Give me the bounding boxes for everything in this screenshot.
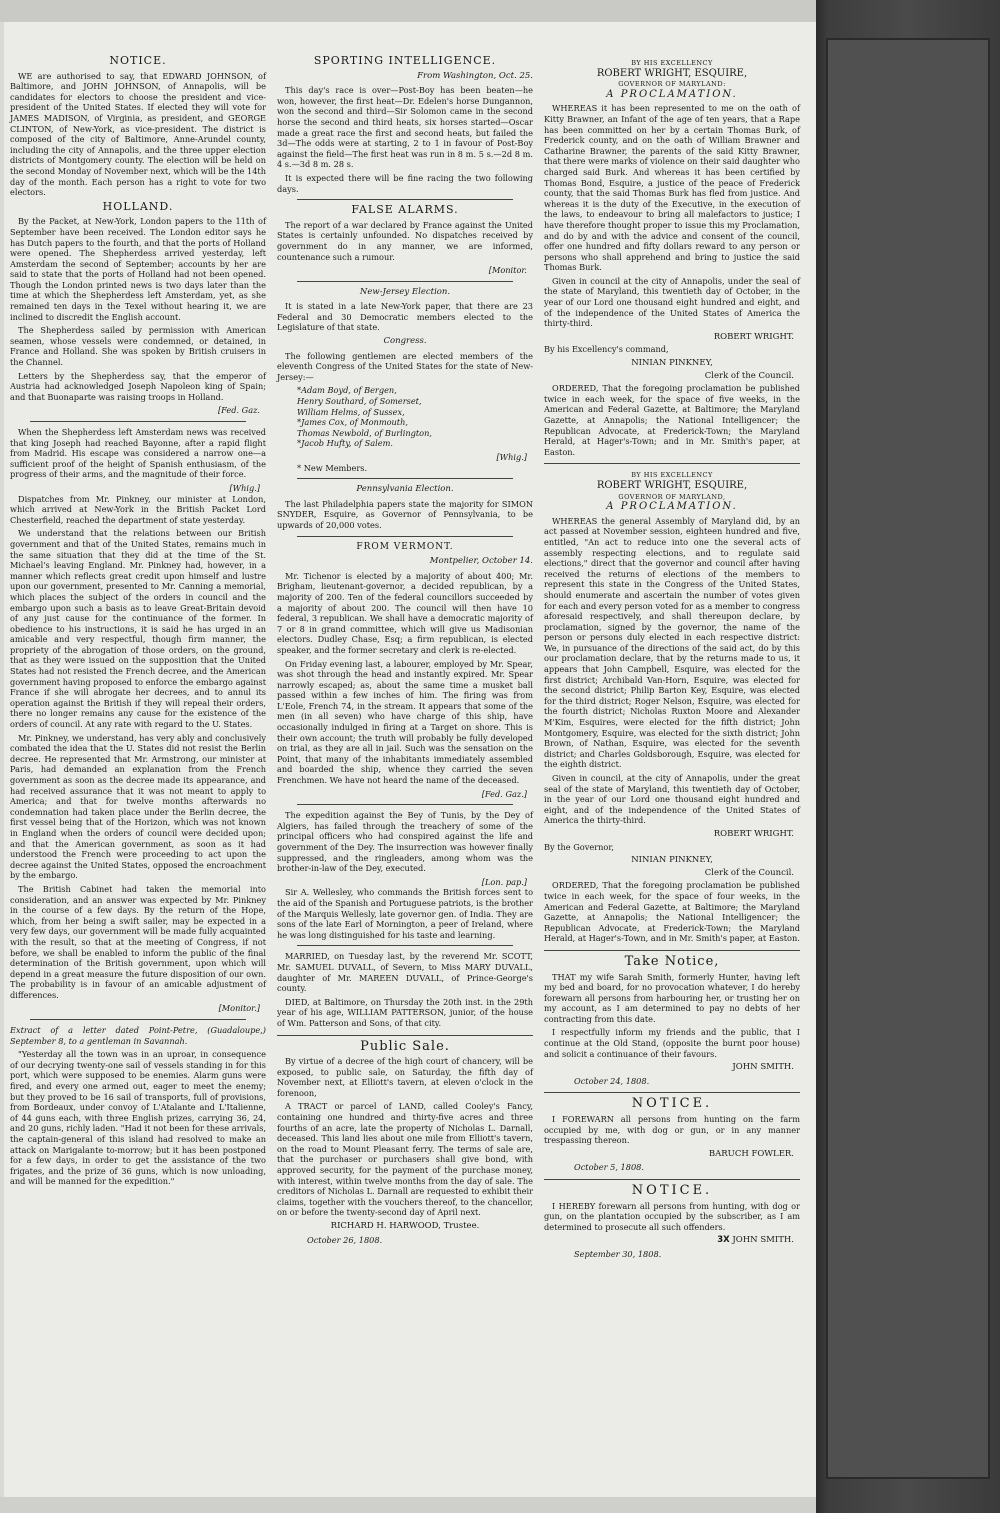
proclamation-1-signature: ROBERT WRIGHT. [713,331,794,342]
notice-smith-body: I HEREBY forewarn all persons from hunting, with dog or gun, on the plantation occupied by the subscriber, as I am determined to prosecute all such offenders. [544,1200,800,1232]
congress-heading: Congress. [383,336,427,347]
divider [297,536,513,537]
members-list [297,385,533,449]
vermont-body: Mr. Tichenor is elected by a majority of about 400; Mr. Brigham, lieutenant-governor, a decided republican, by a majority of 200. Ten of the federal councillors succeeded by a majority of about 200. The council will then have 10 federal, 3 republican. We shall have a democratic majority of 7 or 8 in grand committee, which will give us Madisonian electors. Dudley Chase, Esq; a firm republican, is elected speaker, and the former secretary and clerk is re-elected. [277,570,533,655]
holland-paragraph-1: By the Packet, at New-York, London papers to the 11th of September have been received. The London editor says he has Dutch papers to the fourth, and that the ports of Holland were opened. The Shepherdess arrived yesterday, left Amsterdam the second of September; accounts by her are said to state that the ports of Holland had not been opened. Though the London printed news is two days later than the time at which the Shepherdess left Amsterdam, yet, as she remained ten days in the Texel without hearing it, we are inclined to discredit the English account. [10,216,266,322]
proclamation-1-command: By his Excellency's command, [544,344,669,355]
proclamation-2-signature: ROBERT WRIGHT. [713,828,794,839]
proclamation-2-name: ROBERT WRIGHT, ESQUIRE, [596,479,748,491]
proclamation-1-governor: GOVERNOR OF MARYLAND: [618,80,726,89]
proclamation-1-title: A PROCLAMATION. [606,88,738,100]
scan-dark-panel [826,38,990,1479]
proclamation-1-given: Given in council at the city of Annapolis, under the seal of the state of Maryland, this twentieth day of October, in the year of our Lord one thousand eight hundred and eight, and of the independence of the United States of America the thirty-third. [544,275,800,329]
dispatch-source: [Monitor.] [218,1003,260,1014]
member-item: William Helms, of Sussex, [297,406,405,417]
proclamation-2-clerk-title: Clerk of the Council. [704,867,794,878]
extract-heading: Extract of a letter dated Point-Petre, (Guadaloupe,) September 8, to a gentleman in Savannah. [10,1025,266,1046]
notice-heading: NOTICE. [109,54,167,67]
divider [544,463,800,464]
sporting-body-2: It is expected there will be fine racing the two following days. [277,172,533,194]
proclamation-2-given: Given in council, at the city of Annapolis, under the great seal of the state of Maryland, this twentieth day of October, in the year of our Lord one thousand eight hundred and eight, and of the independence of the United States of America the thirty-third. [544,773,800,826]
sale-heading: Public Sale. [360,1038,450,1054]
sale-signature: RICHARD H. HARWOOD, Trustee. [330,1221,480,1231]
column-middle [277,52,533,1251]
vermont-heading: FROM VERMONT. [356,541,454,552]
vermont-dateline: Montpelier, October 14. [429,556,533,567]
divider [297,199,513,200]
notice-smith-signature: JOHN SMITH. [732,1235,794,1246]
married-notice: MARRIED, on Tuesday last, by the reverend Mr. SCOTT, Mr. SAMUEL DUVALL, of Severn, to Miss MARY DUVALL, daughter of Mr. MAREEN DUVALL, of Prince-George's county. [277,951,533,994]
take-notice-body: THAT my wife Sarah Smith, formerly Hunter, having left my bed and board, for no provocation whatever, I do hereby forewarn all persons from harbouring her, or trusting her on my account, as I am determined to pay no debts of her contracting from this date. [544,971,800,1024]
take-notice-body-2: I respectfully inform my friends and the public, that I continue at the Old Stand, (opposite the burnt poor house) and solicit a continuance of their favours. [544,1027,800,1059]
sporting-body: This day's race is over—Post-Boy has been beaten—he won, however, the first heat—Dr. Edelen's horse Dungannon, won the second and third—Sir Solomon came in the second horse the second and third heats, six horses started—Oscar made a great race the first and second heats, but failed the 3d—The odds were at starting, 2 to 1 in favour of Post-Boy against the field—The first heat was run in 8 m. 5 s.—2d 8 m. 4 s.—3d 8 m. 28 s. [277,85,533,170]
divider [297,478,513,479]
scan-bottom-margin [0,1497,816,1513]
members-note: * New Members. [297,462,368,473]
holland-source: [Fed. Gaz. [217,405,260,416]
sale-intro: By virtue of a decree of the high court of chancery, will be exposed, to public sale, on Saturday, the fifth day of November next, at Elliott's tavern, at eleven o'clock in the forenoon, [277,1056,533,1098]
divider [30,1019,246,1020]
member-item: *James Cox, of Monmouth, [297,417,408,428]
member-item: Thomas Newbold, of Burlington, [297,427,432,438]
take-notice-signature: JOHN SMITH. [732,1062,794,1073]
divider [277,1035,533,1036]
proclamation-1-body: WHEREAS it has been represented to me on the oath of Kitty Brawner, an Infant of the age of ten years, that a Rape has been committed on her by a certain Thomas Burk, of Frederick county, and on the oath of William Brawner and Catharine Brawner, the parents of the said Kitty Brawner, that there were marks of violence on their said daughter who charged said Burk. And whereas it has been certified by Thomas Bond, Esquire, a justice of the peace of Frederick county, that the said Thomas Burk has fled from justice. And whereas it is the duty of the Executive, in the execution of the laws, to endeavour to bring all malefactors to justice; I have therefore thought proper to issue this my Proclamation, and do by and with the advice and consent of the council, offer one hundred and fifty dollars reward to any person or persons who shall apprehend and bring to justice the said Thomas Burk. [544,103,800,273]
newspaper-page [4,22,816,1497]
sale-body: A TRACT or parcel of LAND, called Cooley's Fancy, containing one hundred and thirty-five acres and three fourths of an acre, late the property of Nicholas L. Darnall, deceased. This land lies about one mile from Elliott's tavern, on the road to Mount Pleasant ferry. The terms of sale are, that the purchaser or purchasers shall give bond, with approved security, for the payment of the purchase money, with interest, within twelve months from the day of sale. The creditors of Nicholas L. Darnall are requested to exhibit their claims, together with the vouchers thereof, to the chancellor, on or before the twenty-second day of April next. [277,1101,533,1218]
notice-fowler-date: October 5, 1808. [574,1162,644,1173]
proclamation-2-title: A PROCLAMATION. [606,501,738,513]
divider [297,281,513,282]
tunis-source: [Lon. pap.] [481,876,527,887]
dispatch-paragraph-2: We understand that the relations between our British government and that of the United States, remains much in the same situation that they did at the time of the St. Michael's leaving England. Mr. Pinkney had, however, in a manner which reflects great credit upon himself and lustre upon our government, presented to Mr. Canning a memorial, which places the subject of the orders in council and the embargo upon such a basis as to leave Great-Britain devoid of any just cause for the continuance of the former. In obedience to his instructions, it is said he has urged in an amicable and very respectful, though firm manner, the propriety of the abrogation of those orders, on the ground, that as they were issued on the supposition that the United States had not resisted the French decree, and the American government having proposed to enforce the embargo against France if she will abrogate her decrees, and to annul its operation against the British if they will repeal their orders, there no longer remains any cause for the existence of the orders of council. At any rate with regard to the U. States. [10,528,266,730]
proclamation-1-ordered: ORDERED, That the foregoing proclamation be published twice in each week, for the space of five weeks, in the American and Federal Gazette, at Baltimore; the Maryland Gazette, at Annapolis; the National Intelligencer; the Republican Advocate, at Frederick-Town; the Maryland Herald, at Hager's-Town; and in Mr. Smith's paper, at Easton. [544,383,800,457]
member-item: Henry Southard, of Somerset, [297,396,422,407]
nj-heading: New-Jersey Election. [359,286,451,297]
scan-adjacent-page [816,0,1000,1513]
holland-paragraph-2: The Shepherdess sailed by permission with American seamen, whose vessels were condemned, or detained, in France and Holland. She was spoken by British cruisers in the Channel. [10,325,266,368]
handwritten-mark: 3X [717,1235,730,1246]
notice-smith-date: September 30, 1808. [574,1248,662,1259]
notice-fowler-heading: NOTICE. [631,1096,713,1112]
proclamation-2-clerk: NINIAN PINKNEY, [631,855,713,866]
notice-fowler-body: I FOREWARN all persons from hunting on the farm occupied by me, with dog or gun, or in any manner trespassing thereon. [544,1114,800,1146]
divider [544,1092,800,1093]
extract-body: "Yesterday all the town was in an uproar, in consequence of our decrying twenty-one sail of vessels standing in for this port, which were supposed to be enemies. Alarm guns were fired, and every one armed out, eager to meet the enemy; but they proved to be 16 sail of transports, full of provisions, from Bordeaux, under convoy of L'Atalante and L'Italienne, of 44 guns each, with three English prizes, carrying 36, 24, and 20 guns, richly laden. "Had it not been for these arrivals, the captain-general of this island had resolved to make an attack on Marigalante to-morrow; but it has been postponed for a few days, in order to get the assistance of the two frigates, and the prize of 36 guns, which is now unloading, and will be manned for the expedition." [10,1049,266,1187]
proclamation-2-body: WHEREAS the general Assembly of Maryland did, by an act passed at November session, eighteen hundred and five, entitled, "An act to reduce into one the several acts of assembly respecting elections, and to regulate said elections," direct that the governor and council after having received the returns of elections of the members to represent this state in the Congress of the United States, should enumerate and ascertain the number of votes given for each and every person voted for as a member to congress aforesaid respectively, and shall thereupon declare, by proclamation, signed by the governor, the name of the person or persons duly elected in each respective district: We, in pursuance of the directions of the said act, do by this our proclamation declare, that by the returns made to us, it appears that John Campbell, Esquire, was elected for the first district; Archibald Van-Horn, Esquire, was elected for the second district; Philip Barton Key, Esquire, was elected for the third district; Roger Nelson, Esquire, was elected for the fourth district; Nicholas Ruxton Moore and Alexander M'Kim, Esquires, were elected for the fifth district; John Montgomery, Esquire, was elected for the sixth district; John Brown, of Nathan, Esquire, was elected for the seventh district; and Charles Goldsborough, Esquire, was elected for the eighth district. [544,515,800,770]
sporting-dateline: From Washington, Oct. 25. [417,70,533,81]
divider [297,945,513,946]
friday-source: [Fed. Gaz.] [481,788,527,799]
nj-body: It is stated in a late New-York paper, that there are 23 Federal and 30 Democratic members elected to the Legislature of that state. [277,301,533,333]
column-right [544,52,800,1266]
members-source: [Whig.] [496,452,527,462]
dispatch-paragraph-1: Dispatches from Mr. Pinkney, our minister at London, which arrived at New-York in the British Packet Lord Chesterfield, reached the department of state yesterday. [10,493,266,525]
holland-paragraph-3: Letters by the Shepherdess say, that the emperor of Austria had acknowledged Joseph Napoleon king of Spain; and that Buonaparte was raising troops in Holland. [10,370,266,402]
proclamation-1-name: ROBERT WRIGHT, ESQUIRE, [596,67,748,79]
column-left [10,52,266,1190]
proclamation-2-governor: GOVERNOR OF MARYLAND, [618,492,726,501]
died-notice: DIED, at Baltimore, on Thursday the 20th inst. in the 29th year of his age, WILLIAM PATTERSON, junior, of the house of Wm. Patterson and Sons, of that city. [277,996,533,1028]
sale-date: October 26, 1808. [307,1234,383,1245]
divider [544,1179,800,1180]
tunis-body: The expedition against the Bey of Tunis, by the Dey of Algiers, has failed through the treachery of some of the principal officers who had conspired against the life and government of the Dey. The insurrection was however finally suppressed, and the ringleaders, among whom was the brother-in-law of the Dey, executed. [277,810,533,874]
member-item: *Adam Boyd, of Bergen, [297,385,397,396]
proclamation-2-byline: BY HIS EXCELLENCY [631,471,713,480]
sporting-heading: SPORTING INTELLIGENCE. [313,54,497,67]
pa-body: The last Philadelphia papers state the majority for SIMON SNYDER, Esquire, as Governor of Pennsylvania, to be upwards of 20,000 votes. [277,498,533,530]
congress-body: The following gentlemen are elected members of the eleventh Congress of the United States for the state of New-Jersey:— [277,350,533,382]
proclamation-1-clerk: NINIAN PINKNEY, [631,358,713,369]
proclamation-2-ordered: ORDERED, That the foregoing proclamation be published twice in each week, for the space of four weeks, in the American and Federal Gazette, at Baltimore; the Maryland Gazette, at Annapolis; the National Intelligencer; the Republican Advocate, at Frederick-Town; the Maryland Herald, at Hager's-Town, and in Mr. Smith's paper, at Easton. [544,880,800,944]
proclamation-2-command: By the Governor, [544,841,614,852]
proclamation-1-byline: BY HIS EXCELLENCY [631,59,713,67]
whig-paragraph: When the Shepherdess left Amsterdam news was received that king Joseph had reached Bayonne, after a rapid flight from Madrid. His escape was considered a narrow one—a sufficient proof of the height of Spanish enthusiasm, of the progress of their arms, and the magnitude of their force. [10,427,266,480]
notice-smith-heading: NOTICE. [631,1183,713,1198]
holland-heading: HOLLAND. [102,199,174,213]
take-notice-date: October 24, 1808. [574,1075,650,1086]
notice-body: WE are authorised to say, that EDWARD JOHNSON, of Baltimore, and JOHN JOHNSON, of Annapolis, will be candidates for electors to choose the president and vice-president of the United States. If elected they will vote for JAMES MADISON, of Virginia, as president, and GEORGE CLINTON, of New-York, as vice-president. The district is composed of the city of Baltimore, Anne-Arundel county, including the city of Annapolis, and the three upper election districts of Montgomery county. The election will be held on the second Monday of November next, which will be the 14th day of the month. Each person has a right to vote for two electors. [10,70,266,198]
alarms-heading: FALSE ALARMS. [351,203,459,217]
alarms-body: The report of a war declared by France against the United States is certainly unfounded. No dispatches received by government do in any manner, we are informed, countenance such a rumour. [277,219,533,262]
notice-fowler-signature: BARUCH FOWLER. [708,1148,794,1159]
member-item: *Jacob Hufty, of Salem. [297,438,393,449]
pa-heading: Pennsylvania Election. [356,484,454,495]
divider [544,950,800,951]
divider [297,804,513,805]
friday-body: On Friday evening last, a labourer, employed by Mr. Spear, was shot through the head and instantly expired. Mr. Spear narrowly escaped; as, about the same time a musket ball passed within a few inches of him. The firing was from L'Eole, French 74, in the stream. It appears that some of the men (in all seven) who have charge of this ship, have occasionally indulged in firing at a Target on shore. This is their own account; the truth will probably be fully developed on trial, as they are all in jail. Such was the sensation on the Point, that many of the inhabitants immediately assembled and boarded the ship, whence they carried the seven Frenchmen. We have not heard the name of the deceased. [277,658,533,786]
wellesley-body: Sir A. Wellesley, who commands the British forces sent to the aid of the Spanish and Portuguese patriots, is the brother of the Marquis Wellesly, late governor gen. of India. They are sons of the late Earl of Mornington, a peer of Ireland, where he was long distinguished for his taste and learning. [277,887,533,940]
take-notice-heading: Take Notice, [624,953,720,969]
whig-source: [Whig.] [229,482,260,493]
divider [30,421,246,422]
alarms-source: [Monitor. [488,265,527,276]
dispatch-paragraph-4: The British Cabinet had taken the memorial into consideration, and an answer was expected by Mr. Pinkney in the course of a few days. By the return of the Hope, which, from her being a swift sailer, may be expected in a very few days, our government will be made fully acquainted with the result, so that at the meeting of Congress, if not before, we shall be enabled to inform the public of the final determination of the British government, upon which will depend in a great measure the future disposition of our own. The probability is in favour of an amicable adjustment of differences. [10,883,266,1000]
proclamation-1-clerk-title: Clerk of the Council. [704,370,794,381]
notice-smith-signature-line [544,1235,794,1246]
dispatch-paragraph-3: Mr. Pinkney, we understand, has very ably and conclusively combated the idea that the U. States did not resist the Berlin decree. He represented that Mr. Armstrong, our minister at Paris, had demanded an explanation from the French government as soon as the decree made its appearance, and had received assurance that it was not meant to apply to America; and that for twelve months afterwards no condemnation had taken place under the Berlin decree, the first vessel being that of the Horizon, which was not known in England when the orders of council were decided upon; and that the American government, as soon as it had understood the French were proceeding to act upon the decree against the United States, opposed the encroachment by the embargo. [10,732,266,881]
